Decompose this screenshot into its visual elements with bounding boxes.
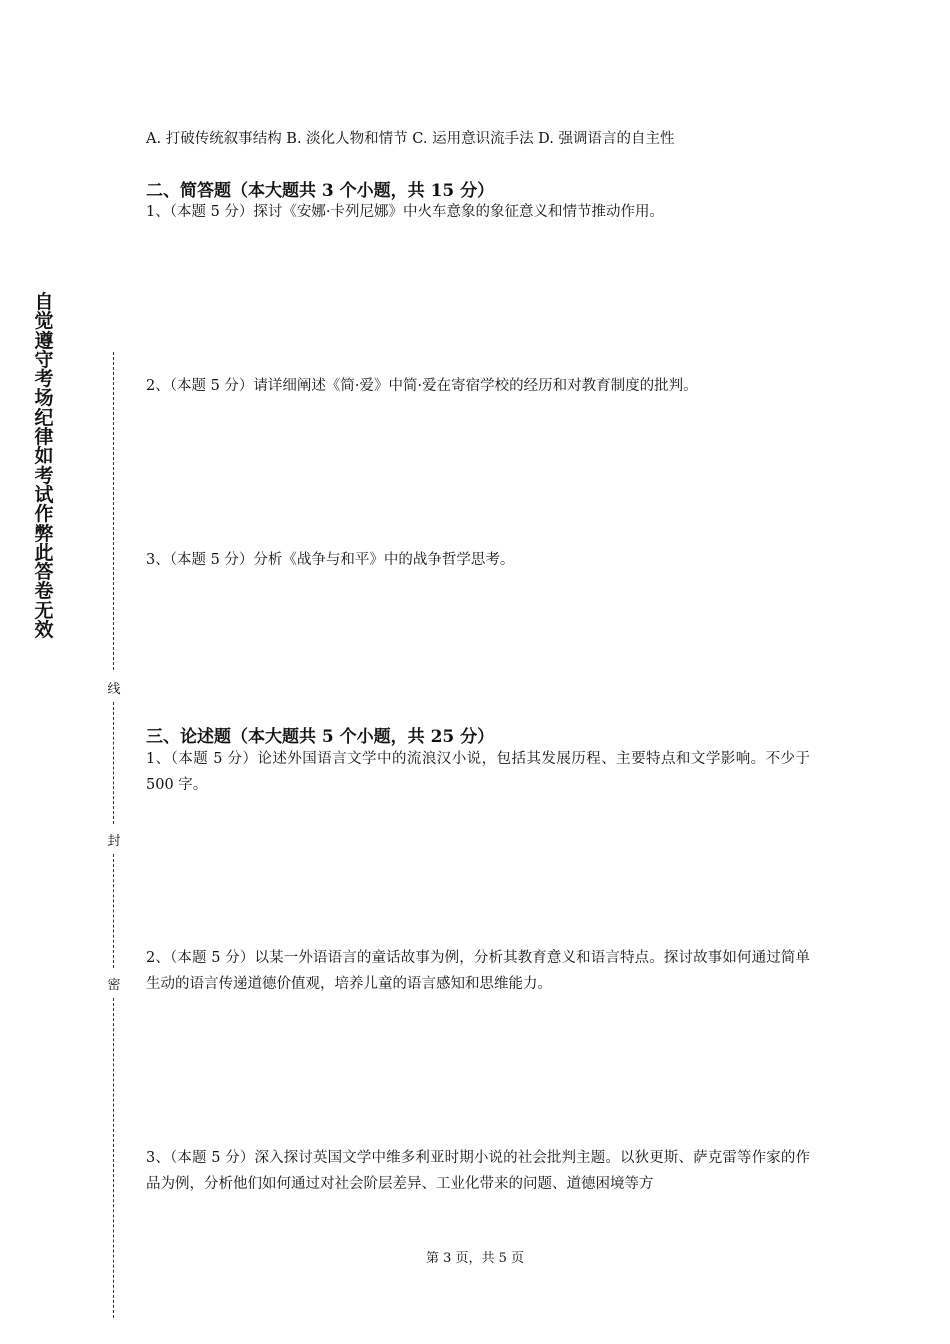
- section2-heading: 二、简答题（本大题共 3 个小题，共 15 分）: [146, 181, 495, 201]
- side-notice-char: 律: [34, 426, 54, 449]
- section2-question-2: 2、（本题 5 分）请详细阐述《简·爱》中简·爱在寄宿学校的经历和对教育制度的批判。: [146, 378, 698, 394]
- side-notice-char: 卷: [34, 580, 54, 603]
- binding-mark-mi: 密: [106, 974, 122, 993]
- side-notice-char: 考: [34, 368, 54, 391]
- side-notice-char: 弊: [34, 522, 54, 545]
- side-notice-char: 纪: [34, 406, 54, 429]
- section2-question-1: 1、（本题 5 分）探讨《安娜·卡列尼娜》中火车意象的象征意义和情节推动作用。: [146, 204, 665, 220]
- page-footer: 第 3 页，共 5 页: [425, 1251, 525, 1266]
- side-notice-char: 效: [34, 619, 54, 642]
- binding-mark-xian: 线: [106, 678, 122, 697]
- binding-mark-feng: 封: [106, 830, 122, 849]
- exam-discipline-notice: [32, 293, 56, 640]
- side-notice-char: 考: [34, 464, 54, 487]
- side-notice-char: 如: [34, 445, 54, 468]
- section2-question-3: 3、（本题 5 分）分析《战争与和平》中的战争哲学思考。: [146, 552, 515, 568]
- binding-dashed-line-mid1: [113, 702, 114, 824]
- section3-question-1: 1、（本题 5 分）论述外国语言文学中的流浪汉小说，包括其发展历程、主要特点和文学影响。不少于 500 字。: [146, 751, 810, 793]
- side-notice-char: 试: [34, 483, 54, 506]
- side-notice-char: 答: [34, 561, 54, 584]
- side-notice-char: 自: [34, 291, 54, 313]
- binding-dashed-line-mid2: [113, 854, 114, 968]
- side-notice-char: 觉: [34, 310, 54, 333]
- side-notice-char: 作: [34, 503, 54, 526]
- section3-question-2: 2、（本题 5 分）以某一外语语言的童话故事为例，分析其教育意义和语言特点。探讨故事如何通过简单生动的语言传递道德价值观，培养儿童的语言感知和思维能力。: [146, 950, 810, 992]
- side-notice-char: 无: [34, 599, 54, 622]
- side-notice-char: 遵: [34, 329, 54, 352]
- section3-heading: 三、论述题（本大题共 5 个小题，共 25 分）: [146, 727, 495, 747]
- side-notice-char: 此: [34, 541, 54, 564]
- binding-dashed-line-top: [113, 352, 114, 670]
- binding-dashed-line-bottom: [113, 998, 114, 1318]
- choice-options-line: A. 打破传统叙事结构 B. 淡化人物和情节 C. 运用意识流手法 D. 强调语言的自主性: [146, 131, 675, 147]
- side-notice-char: 守: [34, 348, 54, 371]
- side-notice-char: 场: [34, 387, 54, 410]
- section3-question-3: 3、（本题 5 分）深入探讨英国文学中维多利亚时期小说的社会批判主题。以狄更斯、萨克雷等作家的作品为例，分析他们如何通过对社会阶层差异、工业化带来的问题、道德困境等方: [146, 1150, 810, 1192]
